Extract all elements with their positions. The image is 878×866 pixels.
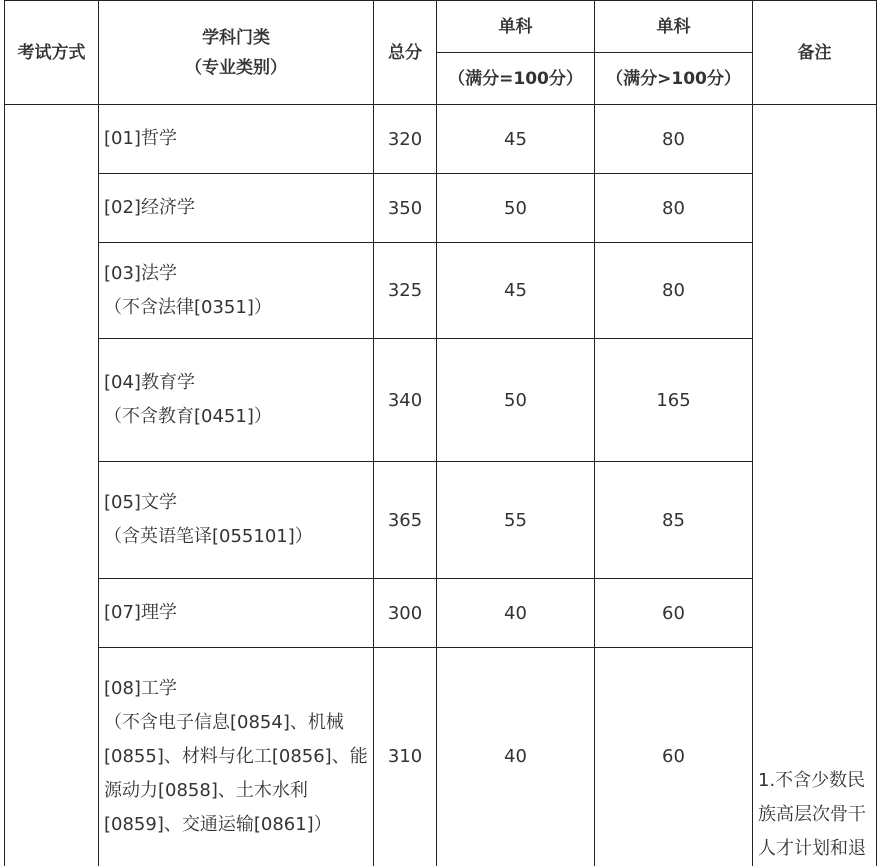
exam-method-cell [5,105,99,866]
table-row [5,105,877,174]
category-cell [99,648,374,866]
single2-cell: 165 [595,339,753,462]
total-cell: 300 [374,579,437,648]
single2-cell: 80 [595,174,753,243]
category-name: [04]教育学 [104,372,195,393]
single1-cell: 50 [437,339,595,462]
header-single1-top: 单科 [437,1,595,53]
header-total: 总分 [374,1,437,105]
category-cell [99,243,374,339]
single2-cell: 60 [595,579,753,648]
header-single2-top: 单科 [595,1,753,53]
header-exam-method: 考试方式 [5,1,99,105]
header-category [99,1,374,105]
total-cell: 350 [374,174,437,243]
category-note: （不含教育[0451]） [104,406,272,427]
category-name: [08]工学 [104,677,177,699]
single1-cell: 45 [437,243,595,339]
category-note: （不含电子信息[0854]、机械[0855]、材料与化工[0856]、能源动力[0858]、土木水利[0859]、交通运输[0861]） [104,711,368,835]
header-category-line1: 学科门类 [202,27,270,48]
category-name: [07]理学 [104,602,177,623]
total-cell: 325 [374,243,437,339]
header-remarks: 备注 [753,1,877,105]
table-row [5,174,877,243]
table-row [5,579,877,648]
single1-cell: 40 [437,579,595,648]
table-row [5,243,877,339]
category-name: [01]哲学 [104,128,177,149]
total-cell: 310 [374,648,437,866]
header-single1-bottom: （满分=100分） [437,53,595,105]
single1-cell: 45 [437,105,595,174]
total-cell: 320 [374,105,437,174]
category-note: （不含法律[0351]） [104,296,272,318]
header-category-line2: （专业类别） [185,57,287,78]
category-cell [99,462,374,579]
category-cell [99,579,374,648]
total-cell: 340 [374,339,437,462]
category-cell [99,105,374,174]
category-cell [99,174,374,243]
table-row [5,339,877,462]
category-name: [05]文学 [104,492,177,513]
single1-cell: 50 [437,174,595,243]
category-note: （含英语笔译[055101]） [104,526,313,547]
remarks-cell: 1.不含少数民族高层次骨干人才计划和退 [753,105,877,866]
category-name: [03]法学 [104,262,177,284]
score-table [4,0,877,866]
category-cell [99,339,374,462]
table-row [5,462,877,579]
table-row [5,648,877,866]
single2-cell: 80 [595,105,753,174]
total-cell: 365 [374,462,437,579]
single2-cell: 85 [595,462,753,579]
single2-cell: 60 [595,648,753,866]
single2-cell: 80 [595,243,753,339]
header-single2-bottom: （满分>100分） [595,53,753,105]
single1-cell: 40 [437,648,595,866]
category-name: [02]经济学 [104,197,195,218]
single1-cell: 55 [437,462,595,579]
